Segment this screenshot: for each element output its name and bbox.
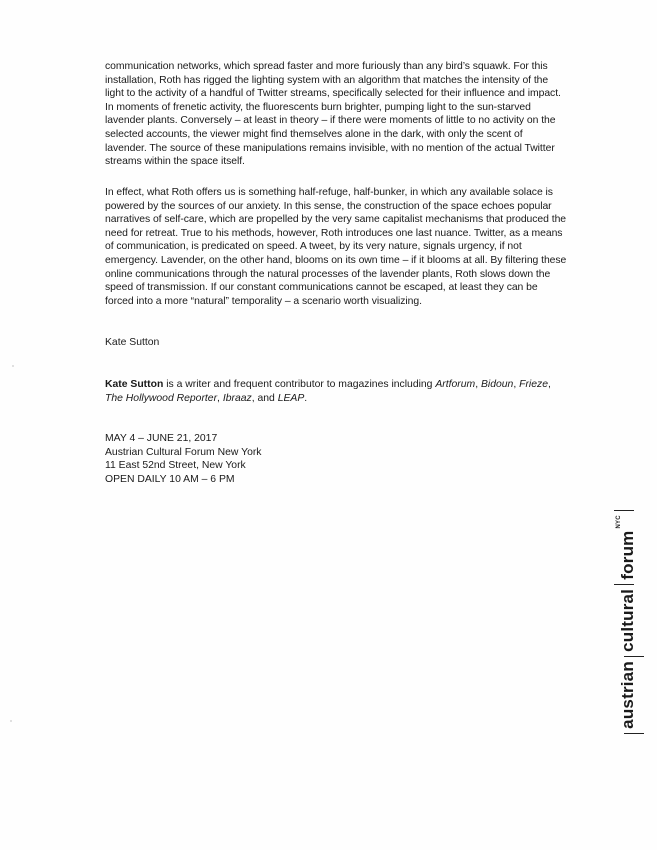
bio-pub-2: Bidoun: [480, 379, 514, 390]
body-paragraph-1: communication networks, which spread faster and more furiously than any bird’s squawk. For this installation, Roth has rigged the lighting system with an algorithm that matches the intensity of the light to the activity of a handful of Twitter streams, specifically selected for their influence and impact. In moments of frenetic activity, the fluorescents burn brighter, pumping light to the sun-starved lavender plants. Conversely – at least in theory – if there were moments of little to no activity on the selected accounts, the viewer might find themselves alone in the dark, with only the scent of lavender. The source of these manipulations remains invisible, with no mention of the actual Twitter streams within the space itself.: [105, 61, 561, 168]
bio-sep-2: ,: [513, 379, 520, 390]
bio-pub-3: Frieze: [519, 379, 548, 390]
logo-divider: [624, 656, 644, 657]
bio-sep-3: ,: [548, 379, 551, 390]
event-address: 11 East 52nd Street, New York: [105, 460, 246, 472]
bio-sep-5: , and: [251, 392, 278, 404]
bio-lead: is a writer and frequent contributor to magazines including: [163, 379, 436, 390]
bio-pub-6: LEAP: [277, 392, 305, 404]
austrian-cultural-forum-logo: [618, 506, 638, 738]
logo-word-forum: forum: [618, 530, 637, 580]
logo-divider: [614, 584, 634, 585]
bio-sep-1: ,: [475, 379, 481, 390]
author-bio: [105, 378, 567, 405]
scan-speck: [10, 720, 12, 722]
event-info: [105, 432, 262, 486]
event-dates: MAY 4 – JUNE 21, 2017: [105, 433, 218, 444]
author-signature: Kate Sutton: [105, 337, 160, 348]
bio-pub-1: Artforum: [435, 379, 476, 390]
logo-word-cultural: cultural: [618, 588, 637, 652]
bio-pub-5: Ibraaz: [222, 392, 252, 404]
logo-divider: [614, 510, 634, 511]
bio-end: .: [304, 392, 308, 404]
logo-suffix-nyc: NYC: [616, 515, 622, 529]
event-venue: Austrian Cultural Forum New York: [105, 446, 262, 458]
logo-word-austrian: austrian: [618, 661, 637, 729]
event-hours: OPEN DAILY 10 AM – 6 PM: [105, 473, 235, 485]
body-paragraph-2: In effect, what Roth offers us is something half-refuge, half-bunker, in which any available solace is powered by the sources of our anxiety. In this sense, the construction of the space echoes popular narratives of self-care, which are propelled by the very same capitalist mechanisms that produced the need for retreat. True to his methods, however, Roth introduces one last nuance. Twitter, as a means of communication, is predicated on speed. A tweet, by its very nature, signals urgency, if not emergency. Lavender, on the other hand, blooms on its own time – if it blooms at all. By filtering these online communications through the natural processes of the lavender plants, Roth slows down the speed of transmission. If our constant communications cannot be escaped, at least they can be forced into a more “natural” temporality – a scenario worth visualizing.: [105, 187, 567, 307]
bio-name: Kate Sutton: [105, 379, 164, 390]
logo-divider: [624, 733, 644, 734]
scan-speck: [12, 365, 14, 367]
bio-sep-4: ,: [217, 392, 223, 404]
bio-pub-4: The Hollywood Reporter: [105, 392, 218, 404]
